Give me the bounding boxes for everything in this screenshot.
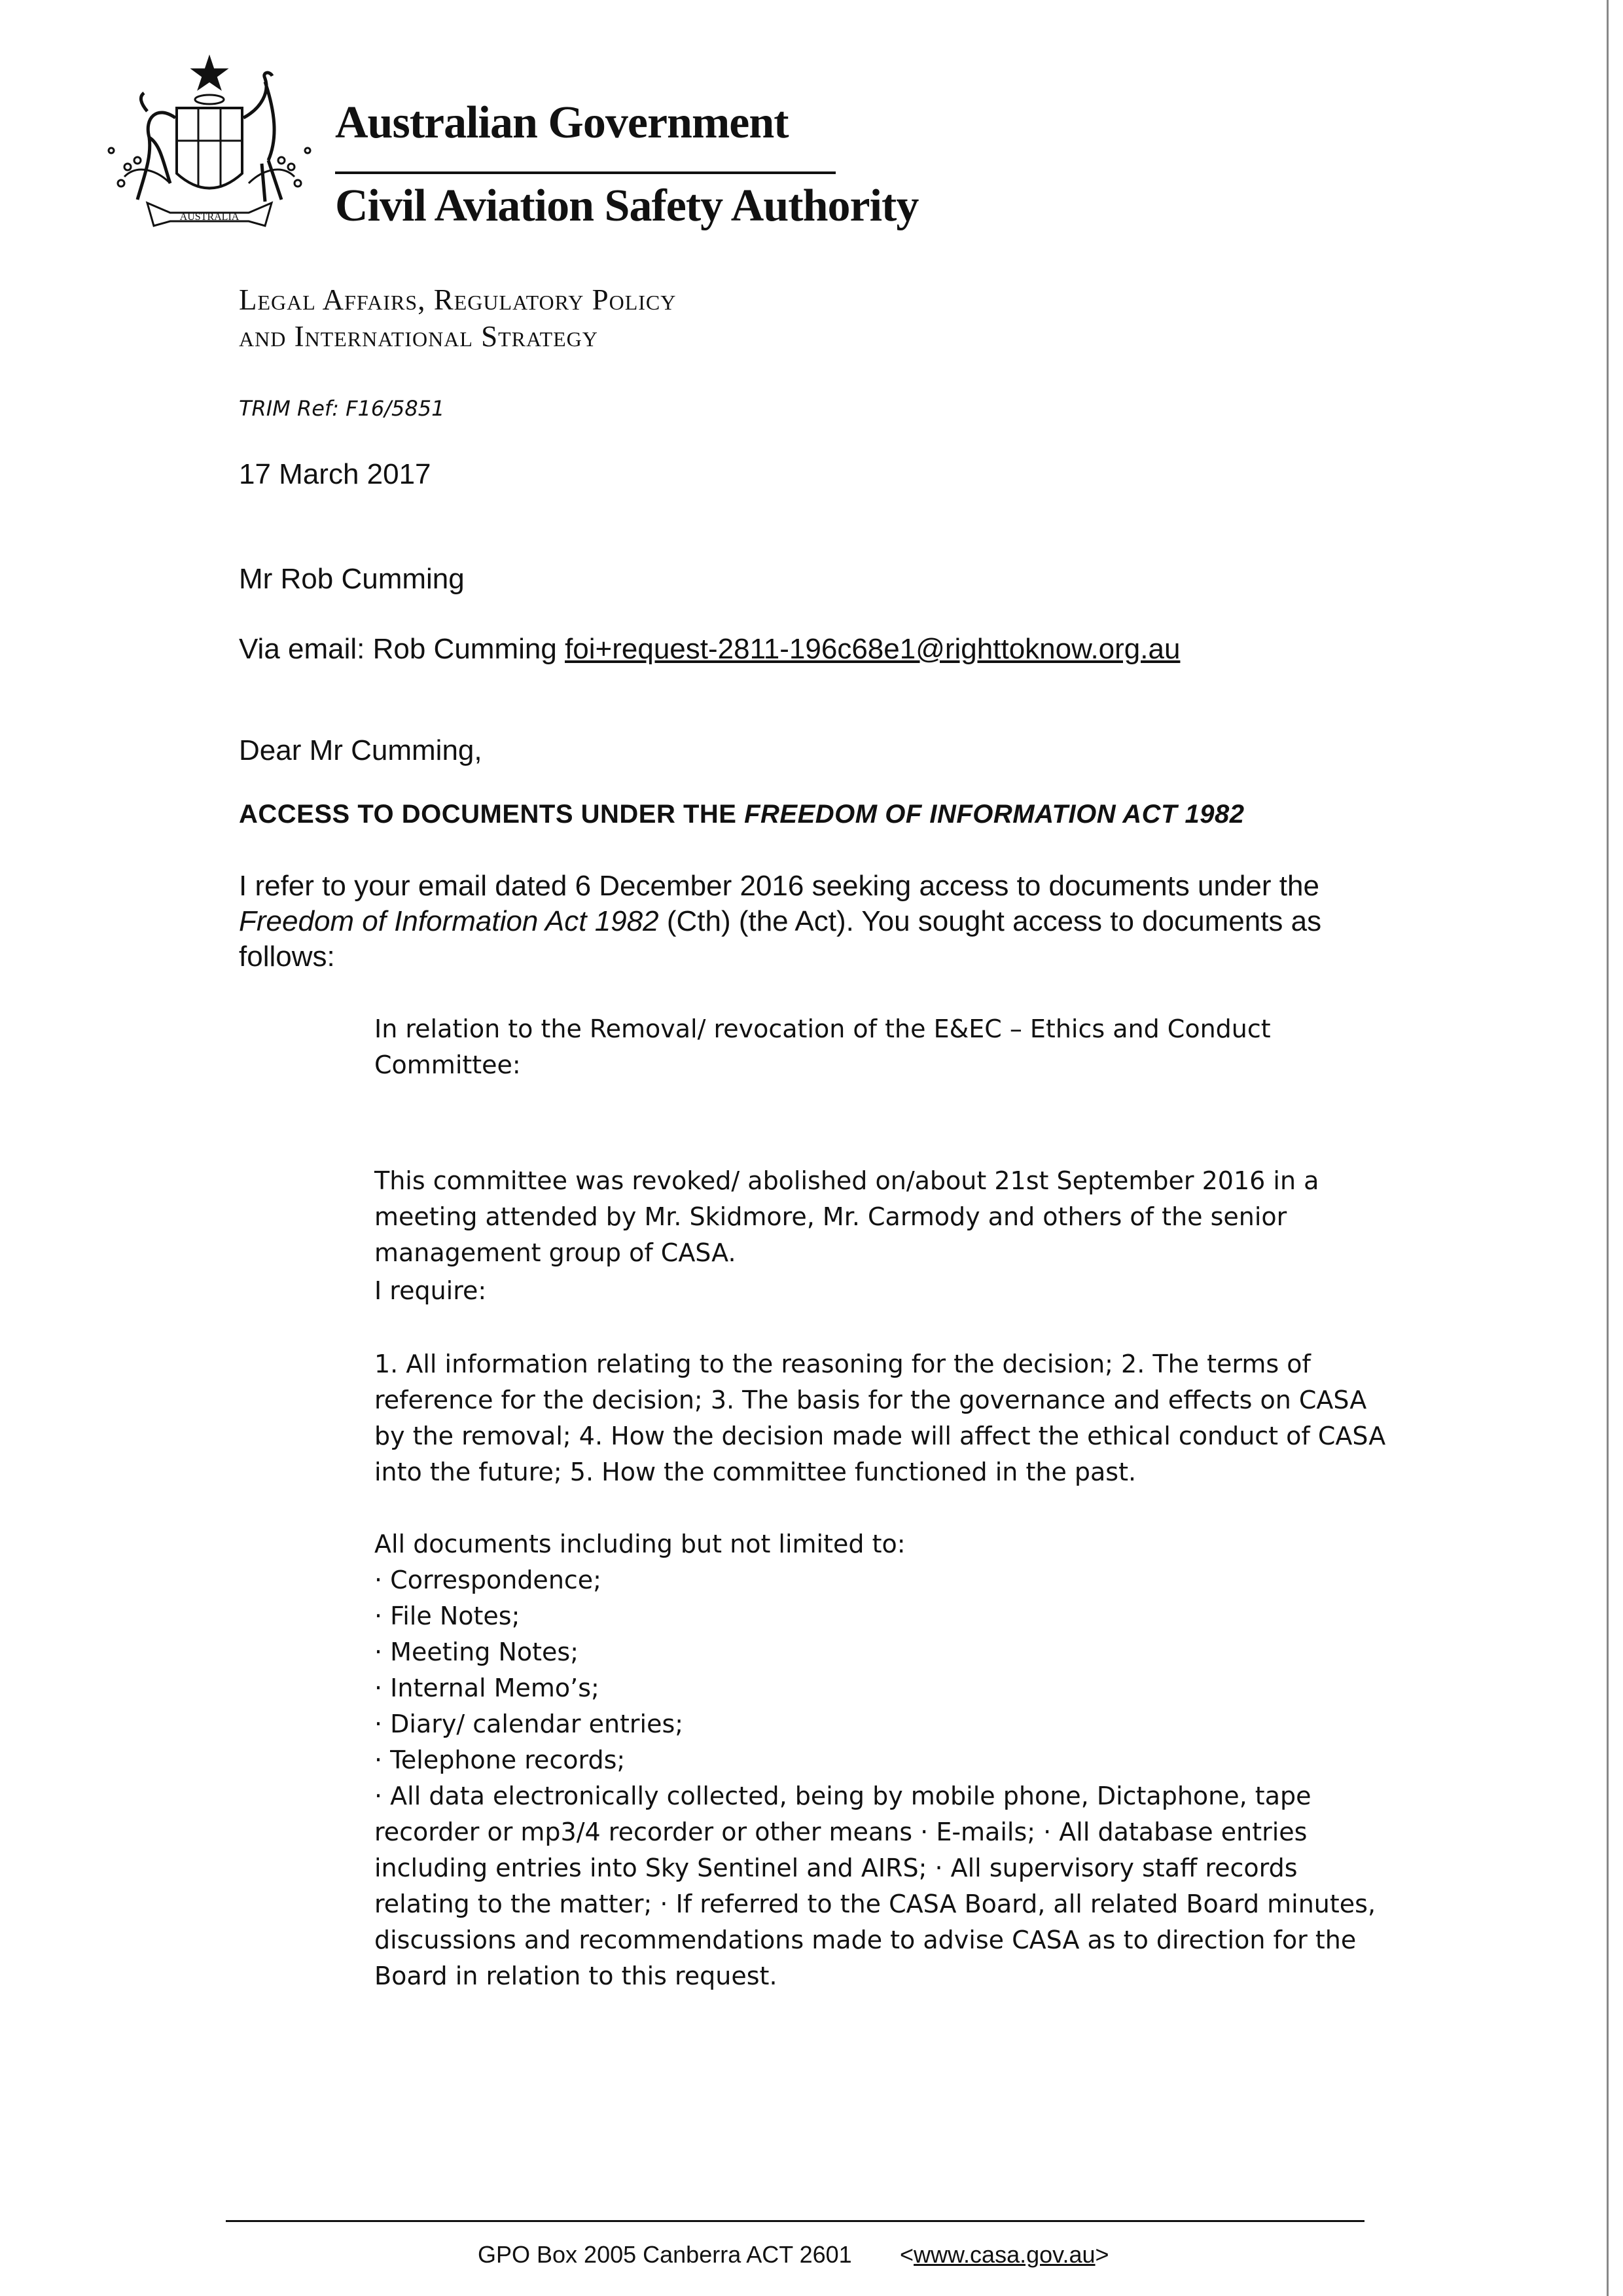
list-item: · File Notes;: [374, 1602, 520, 1630]
list-item: · Correspondence;: [374, 1566, 601, 1594]
government-name: Australian Government: [335, 98, 789, 148]
recipient-email-link[interactable]: foi+request-2811-196c68e1@righttoknow.org.au: [565, 633, 1181, 665]
scan-edge-line: [1607, 0, 1609, 2296]
delivery-prefix: Via email: Rob Cumming: [239, 633, 565, 665]
list-item: · Diary/ calendar entries;: [374, 1710, 684, 1738]
request-items: [374, 1562, 1395, 1994]
request-paragraph-4: 1. All information relating to the reasoning for the decision; 2. The terms of reference for the decision; 3. The basis for the governance and effects on CASA by the removal; 4. How the decision made will affect the ethical conduct of CASA into the future; 5. How the committee functioned in the past.: [374, 1350, 1386, 1486]
intro-paragraph: [239, 869, 1391, 975]
footer-website: [900, 2241, 1109, 2269]
footer-address: GPO Box 2005 Canberra ACT 2601: [478, 2241, 852, 2268]
subject-prefix: ACCESS TO DOCUMENTS UNDER THE: [239, 800, 745, 829]
coat-of-arms-logo: [98, 46, 321, 249]
division-name-line1: Legal Affairs, Regulatory Policy: [239, 283, 677, 316]
letter-date: 17 March 2017: [239, 458, 431, 490]
request-paragraph-2: This committee was revoked/ abolished on/about 21st September 2016 in a meeting attended by Mr. Skidmore, Mr. Carmody and others of the senior management group of CASA.: [374, 1166, 1319, 1267]
list-item: · All data electronically collected, being by mobile phone, Dictaphone, tape recorder or mp3/4 recorder or other means · E-mails; · All database entries including entries into Sky Sentinel and AIRS; · All supervisory staff records relating to the matter; · If referred to the CASA Board, all related Board minutes, discussions and recommendations made to advise CASA as to direction for the Board in relation to this request.: [374, 1782, 1376, 1990]
letterhead-divider: [335, 171, 836, 174]
subject-act-title: FREEDOM OF INFORMATION ACT 1982: [744, 800, 1245, 829]
list-item: · Meeting Notes;: [374, 1638, 579, 1666]
division-name-line2: and International Strategy: [239, 320, 598, 353]
request-document-list: [374, 1526, 1395, 1994]
footer-divider: [226, 2220, 1364, 2222]
footer-web-open: <: [900, 2241, 914, 2268]
subject-heading: [239, 800, 1245, 829]
intro-act-title: Freedom of Information Act 1982: [239, 905, 659, 937]
footer-website-link[interactable]: www.casa.gov.au: [914, 2241, 1096, 2268]
salutation: Dear Mr Cumming,: [239, 734, 482, 766]
request-paragraph-1: In relation to the Removal/ revocation of the E&EC – Ethics and Conduct Committee:: [374, 1014, 1271, 1079]
footer-web-close: >: [1095, 2241, 1109, 2268]
request-paragraph-3: I require:: [374, 1276, 487, 1305]
list-item: · Internal Memo’s;: [374, 1674, 599, 1702]
delivery-line: [239, 633, 1180, 666]
intro-text-part1: I refer to your email dated 6 December 2016 seeking access to documents under the: [239, 870, 1319, 902]
agency-name: Civil Aviation Safety Authority: [335, 181, 919, 231]
intro-text-part2: (Cth) (the Act). You sought access to documents as follows:: [239, 905, 1322, 973]
recipient-name: Mr Rob Cumming: [239, 563, 465, 595]
request-list-intro: All documents including but not limited to:: [374, 1530, 906, 1558]
trim-reference: TRIM Ref: F16/5851: [239, 396, 445, 421]
svg-text:AUSTRALIA: AUSTRALIA: [179, 211, 240, 223]
list-item: · Telephone records;: [374, 1746, 626, 1774]
